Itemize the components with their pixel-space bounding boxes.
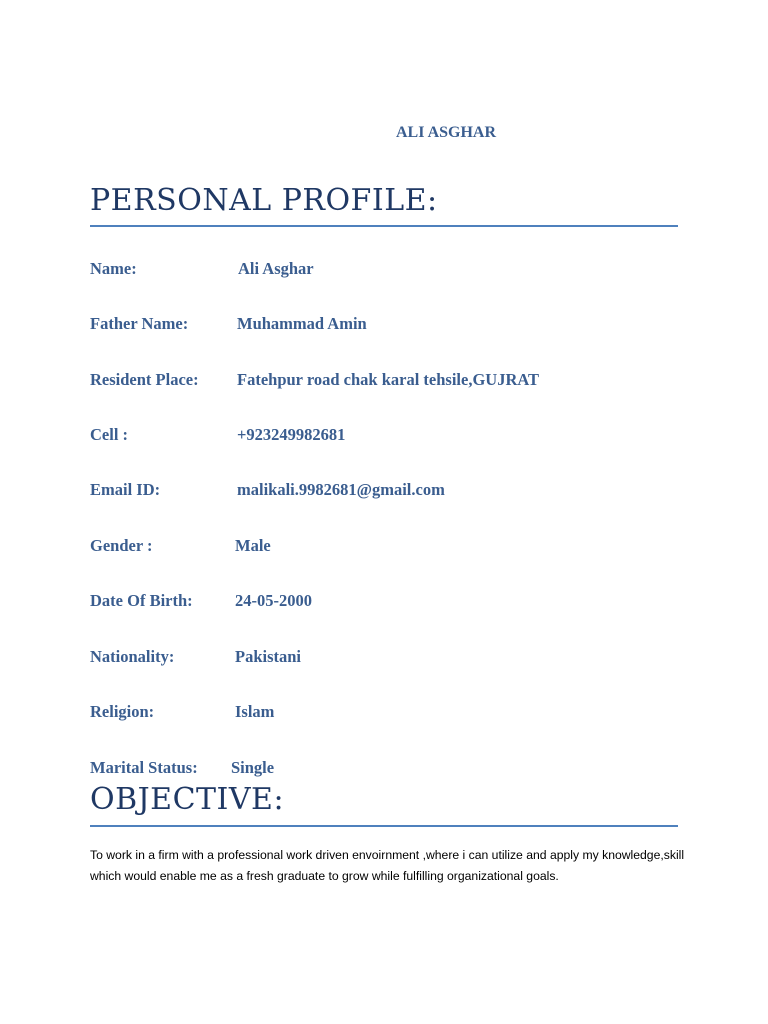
field-gender [90, 536, 690, 560]
objective-divider [90, 825, 678, 827]
field-value: Ali Asghar [238, 259, 314, 278]
field-marital-status [90, 758, 690, 782]
field-label: Resident Place: [90, 370, 199, 389]
personal-profile-divider [90, 225, 678, 227]
candidate-name-header: ALI ASGHAR [396, 124, 497, 141]
field-label: Date Of Birth: [90, 591, 193, 610]
personal-profile-heading: PERSONAL PROFILE: [90, 183, 438, 218]
field-value: Fatehpur road chak karal tehsile,GUJRAT [237, 370, 540, 389]
field-label: Cell : [90, 425, 129, 444]
field-label: Nationality: [90, 647, 175, 666]
objective-heading: OBJECTIVE: [90, 782, 285, 817]
field-resident-place [90, 370, 690, 394]
field-label: Gender : [90, 536, 153, 555]
field-value: 24-05-2000 [235, 591, 312, 610]
field-label: Email ID: [90, 480, 161, 499]
field-label: Name: [90, 259, 137, 278]
field-value: Single [231, 758, 275, 777]
field-religion [90, 702, 690, 726]
field-date-of-birth [90, 591, 690, 615]
field-value: Muhammad Amin [237, 314, 367, 333]
field-label: Religion: [90, 702, 155, 721]
field-label: Marital Status: [90, 758, 198, 777]
field-email [90, 480, 690, 504]
field-value: Islam [235, 702, 275, 721]
field-value: Male [235, 536, 271, 555]
field-value: +923249982681 [237, 425, 346, 444]
field-name [90, 259, 690, 283]
field-father-name [90, 314, 690, 338]
field-cell [90, 425, 690, 449]
field-value: Pakistani [235, 647, 302, 666]
objective-paragraph: To work in a firm with a professional work driven envoirnment ,where i can utilize and apply my knowledge,skill which would enable me as a fresh graduate to grow while fulfilling organizational goals. [90, 848, 685, 883]
field-value: malikali.9982681@gmail.com [237, 480, 445, 499]
field-nationality [90, 647, 690, 671]
field-label: Father Name: [90, 314, 189, 333]
